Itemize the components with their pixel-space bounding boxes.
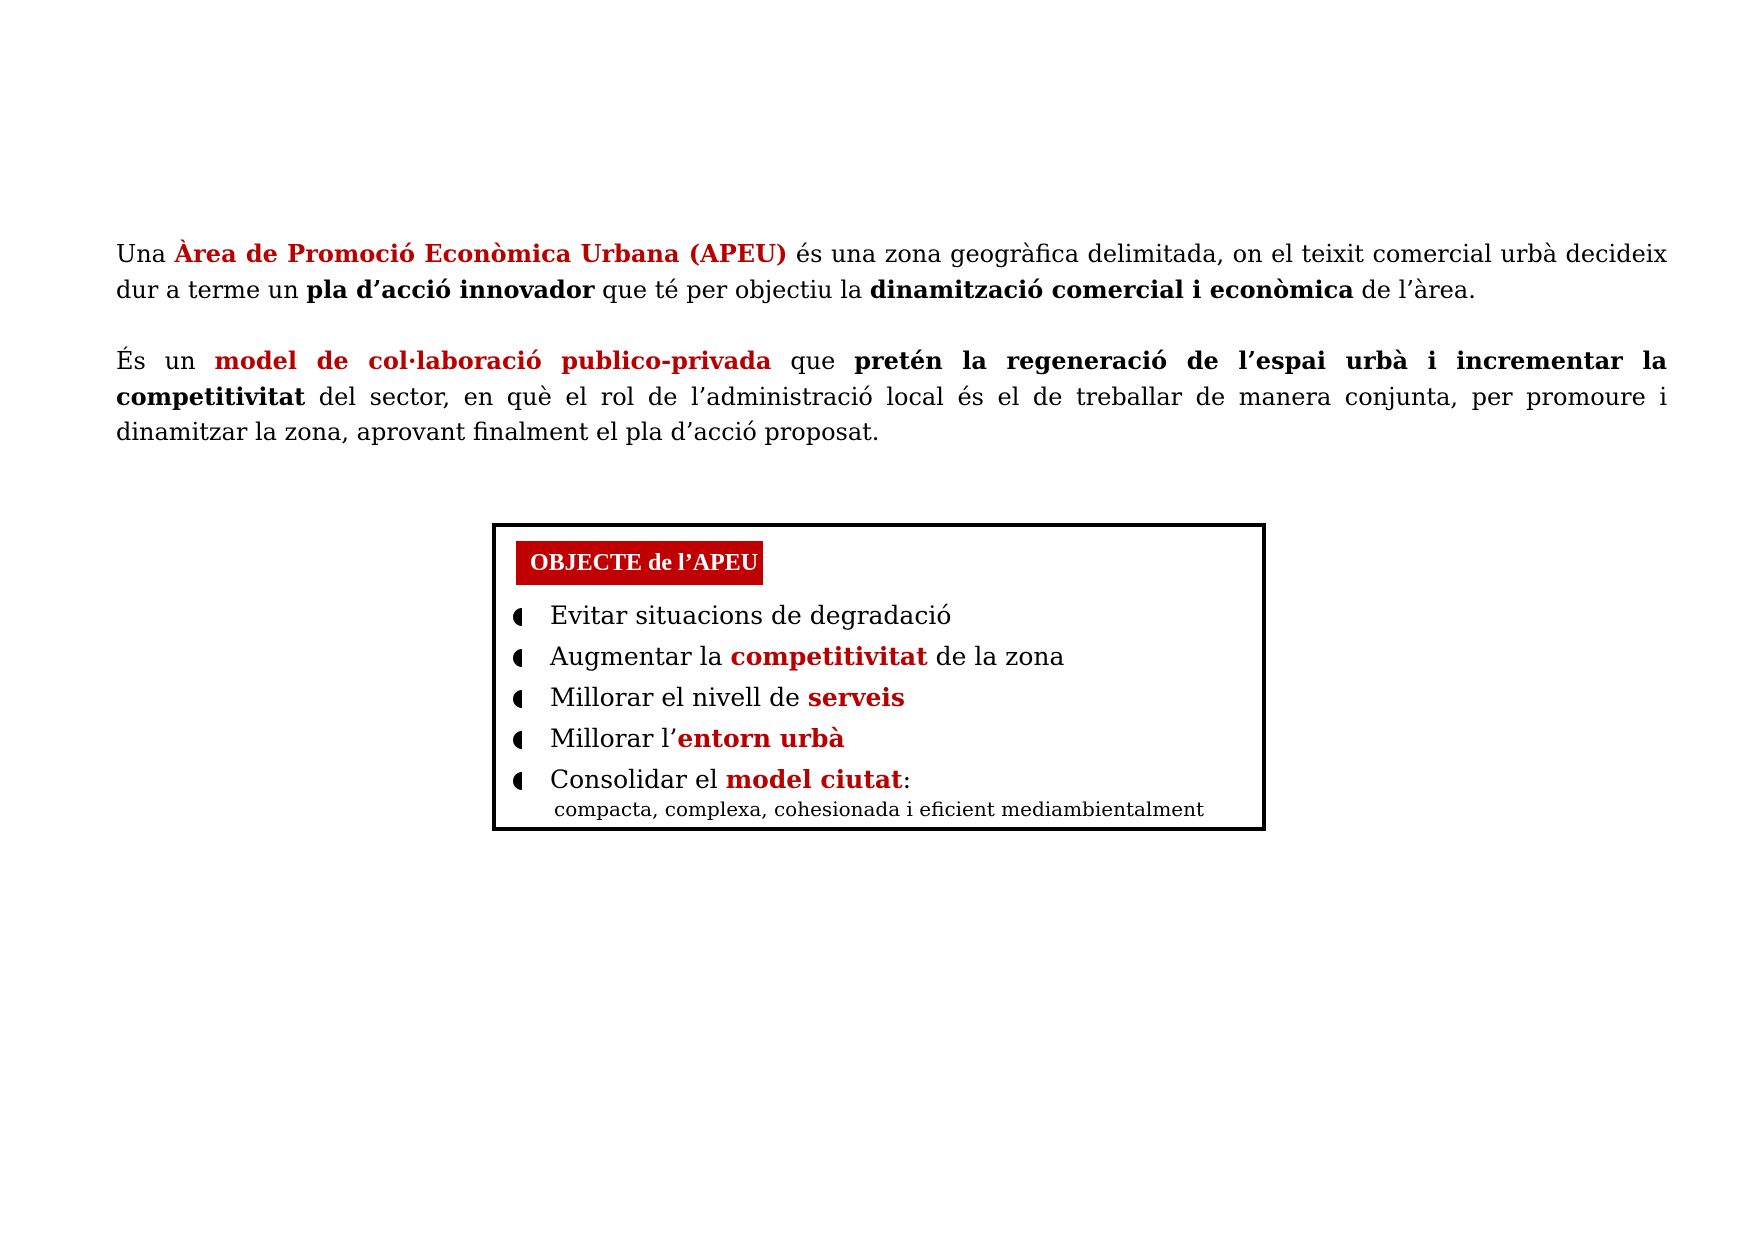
- paragraph-text: És un: [116, 347, 215, 375]
- bold-phrase: pla d’acció innovador: [306, 275, 595, 304]
- objective-item: [510, 601, 1064, 642]
- objectives-box: [492, 523, 1266, 831]
- half-moon-bullet-icon: [510, 772, 524, 790]
- half-moon-bullet-icon: [510, 649, 524, 667]
- objective-highlight: model ciutat: [725, 765, 903, 794]
- objective-item: [510, 683, 1064, 724]
- objective-text: Millorar el nivell de: [550, 683, 808, 712]
- objectives-title-badge: OBJECTE de l’APEU: [516, 541, 763, 585]
- objective-text: de la zona: [927, 642, 1065, 671]
- objectives-list: [510, 601, 1064, 806]
- half-moon-bullet-icon: [510, 731, 524, 749]
- half-moon-bullet-icon: [510, 690, 524, 708]
- objective-text: Millorar l’: [550, 724, 678, 753]
- model-paragraph: [116, 343, 1667, 450]
- objective-text: Consolidar el: [550, 765, 726, 794]
- objective-highlight: competitivitat: [730, 642, 928, 671]
- objective-item: [510, 642, 1064, 683]
- bold-phrase: pretén la regeneració de l’espai urbà i incrementar la competitivitat: [116, 346, 1668, 411]
- objective-text: Evitar situacions de degradació: [550, 601, 952, 630]
- model-term-highlight: model de col·laboració publico-privada: [214, 346, 772, 375]
- objective-highlight: serveis: [807, 683, 905, 712]
- model-ciutat-description: compacta, complexa, cohesionada i eficient mediambientalment: [554, 797, 1205, 821]
- paragraph-text: del sector, en què el rol de l’administració local és el de treballar de manera conjunta, per promoure i dinamitzar la zona, aprovant finalment el pla d’acció proposat.: [116, 383, 1667, 446]
- objective-highlight: entorn urbà: [677, 724, 845, 753]
- half-moon-bullet-icon: [510, 608, 524, 626]
- paragraph-text: de l’àrea.: [1353, 276, 1476, 304]
- objective-text: :: [902, 765, 912, 794]
- objective-text: Augmentar la: [550, 642, 731, 671]
- paragraph-text: que: [771, 347, 855, 375]
- bold-phrase: dinamització comercial i econòmica: [869, 275, 1354, 304]
- paragraph-text: que té per objectiu la: [594, 276, 870, 304]
- objective-item: [510, 724, 1064, 765]
- apeu-term-highlight: Àrea de Promoció Econòmica Urbana (APEU): [174, 239, 788, 268]
- intro-paragraph: [116, 236, 1667, 308]
- paragraph-text: Una: [116, 240, 175, 268]
- paragraph-text: és una zona geogràfica delimitada, on el teixit comercial urbà decideix dur a terme un: [116, 240, 1667, 304]
